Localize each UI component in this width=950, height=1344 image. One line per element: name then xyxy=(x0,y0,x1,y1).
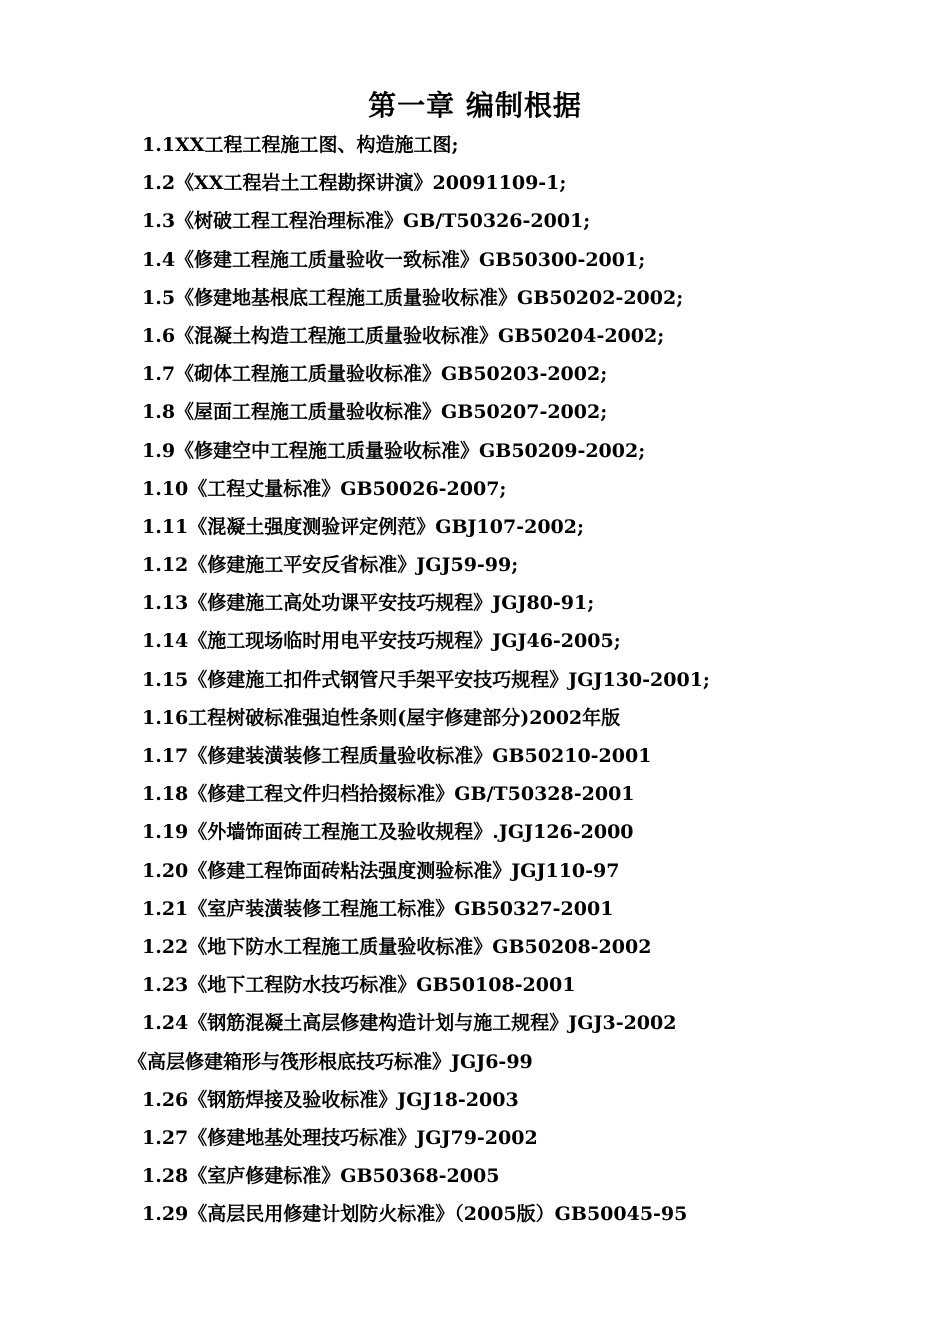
list-item: 1.13《修建施工高处功课平安技巧规程》JGJ80-91; xyxy=(142,592,595,615)
list-item: 1.18《修建工程文件归档拾掇标准》GB/T50328-2001 xyxy=(142,783,635,806)
chapter-title: 第一章 编制根据 xyxy=(368,89,582,122)
list-item: 1.22《地下防水工程施工质量验收标准》GB50208-2002 xyxy=(142,935,652,958)
list-item: 1.23《地下工程防水技巧标准》GB50108-2001 xyxy=(142,974,576,997)
list-item: 1.12《修建施工平安反省标准》JGJ59-99; xyxy=(142,554,519,577)
list-item: 1.16工程树破标准强迫性条则(屋宇修建部分)2002年版 xyxy=(142,706,621,729)
list-item: 1.2《XX工程岩土工程勘探讲演》20091109-1; xyxy=(142,172,567,195)
list-item: 1.20《修建工程饰面砖粘法强度测验标准》JGJ110-97 xyxy=(142,859,620,882)
list-item: 1.9《修建空中工程施工质量验收标准》GB50209-2002; xyxy=(142,439,646,462)
list-item: 《高层修建箱形与筏形根底技巧标准》JGJ6-99 xyxy=(128,1050,533,1073)
list-item: 1.17《修建装潢装修工程质量验收标准》GB50210-2001 xyxy=(142,745,652,767)
list-item: 1.24《钢筋混凝土高层修建构造计划与施工规程》JGJ3-2002 xyxy=(142,1012,677,1035)
list-item: 1.19《外墙饰面砖工程施工及验收规程》.JGJ126-2000 xyxy=(142,821,634,844)
list-item: 1.15《修建施工扣件式钢管尺手架平安技巧规程》JGJ130-2001; xyxy=(142,668,710,691)
list-item: 1.14《施工现场临时用电平安技巧规程》JGJ46-2005; xyxy=(142,630,621,653)
list-item: 1.10《工程丈量标准》GB50026-2007; xyxy=(142,477,507,500)
reference-list xyxy=(128,126,932,1233)
list-item: 1.7《砌体工程施工质量验收标准》GB50203-2002; xyxy=(142,363,608,386)
list-item: 1.28《室庐修建标准》GB50368-2005 xyxy=(142,1165,500,1188)
list-item: 1.1XX工程工程施工图、构造施工图; xyxy=(142,134,459,156)
list-item: 1.26《钢筋焊接及验收标准》JGJ18-2003 xyxy=(142,1088,519,1111)
list-item: 1.3《树破工程工程治理标准》GB/T50326-2001; xyxy=(142,210,591,233)
list-item: 1.5《修建地基根底工程施工质量验收标准》GB50202-2002; xyxy=(142,286,684,309)
list-item: 1.27《修建地基处理技巧标准》JGJ79-2002 xyxy=(142,1126,538,1149)
list-item: 1.11《混凝土强度测验评定例范》GBJ107-2002; xyxy=(142,515,584,538)
list-item: 1.6《混凝土构造工程施工质量验收标准》GB50204-2002; xyxy=(142,324,665,347)
list-item: 1.4《修建工程施工质量验收一致标准》GB50300-2001; xyxy=(142,248,646,271)
list-item: 1.21《室庐装潢装修工程施工标准》GB50327-2001 xyxy=(142,897,614,920)
list-item: 1.29《高层民用修建计划防火标准》（2005版）GB50045-95 xyxy=(142,1203,688,1226)
list-item: 1.8《屋面工程施工质量验收标准》GB50207-2002; xyxy=(142,401,608,424)
